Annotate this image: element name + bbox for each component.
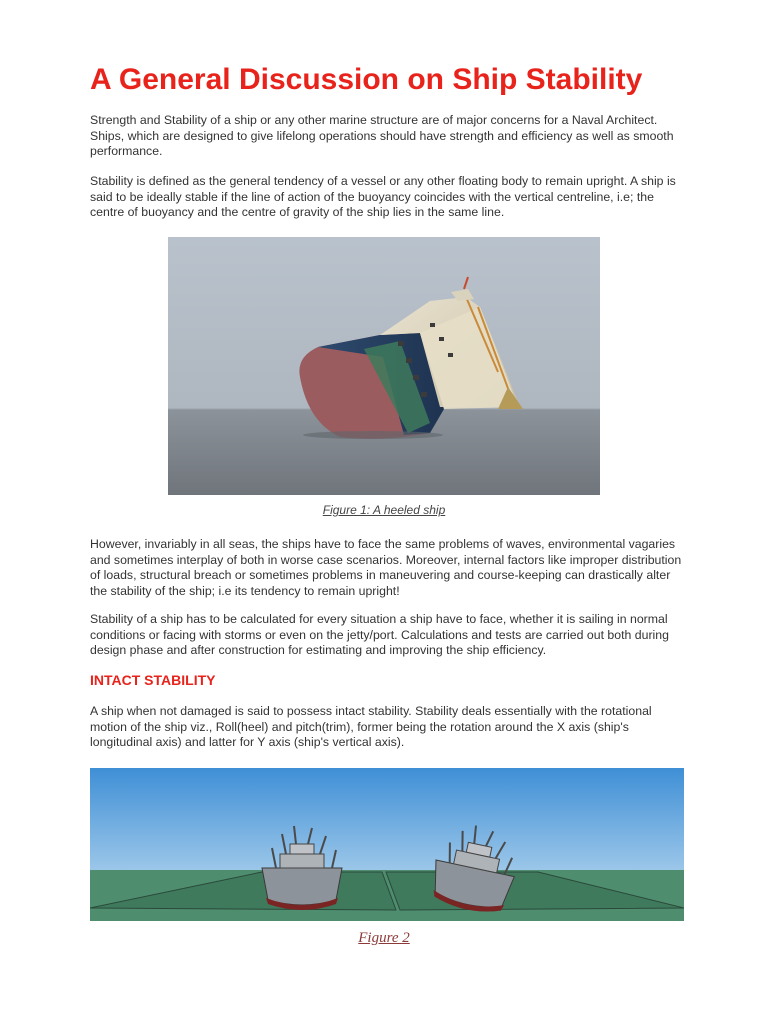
heeled-ship-photo	[168, 237, 600, 495]
figure2-caption: Figure 2	[358, 930, 410, 946]
roll-pitch-ships-illustration	[90, 768, 684, 921]
paragraph-calculation: Stability of a ship has to be calculated for every situation a ship have to face, whether it is sailing in normal conditions or facing with storms or even on the jetty/port. Calculations and tests are carried out both during design phase and after construction for estimating and improving the ship efficiency.	[90, 612, 669, 657]
figure1-caption: Figure 1: A heeled ship	[322, 503, 446, 517]
roll-pitch-illustration	[90, 768, 684, 921]
section-heading-intact-stability: INTACT STABILITY	[90, 672, 216, 688]
document-title: A General Discussion on Ship Stability	[90, 63, 643, 96]
heeled-ship-illustration	[168, 237, 600, 495]
paragraph-intro: Strength and Stability of a ship or any other marine structure are of major concerns for a Naval Architect. Ships, which are designed to give lifelong operations should have strength and efficiency as well as smooth performance.	[90, 113, 674, 158]
paragraph-intact-stability: A ship when not damaged is said to possess intact stability. Stability deals essentially with the rotational motion of the ship viz., Roll(heel) and pitch(trim), former being the rotation around the X axis (ship's longitudinal axis) and latter for Y axis (ship's vertical axis).	[90, 704, 652, 749]
paragraph-definition: Stability is defined as the general tendency of a vessel or any other floating body to remain upright. A ship is said to be ideally stable if the line of action of the buoyancy coincides with the vertical centreline, i.e; the centre of buoyancy and the centre of gravity of the ship lies in the same line.	[90, 174, 676, 219]
paragraph-problems: However, invariably in all seas, the ships have to face the same problems of waves, environmental vagaries and sometimes interplay of both in worse case scenarios. Moreover, internal factors like improper distribution of loads, structural breach or sometimes problems in maneuvering and course-keeping can drastically alter the stability of the ship; i.e its tendency to remain upright!	[90, 537, 682, 598]
